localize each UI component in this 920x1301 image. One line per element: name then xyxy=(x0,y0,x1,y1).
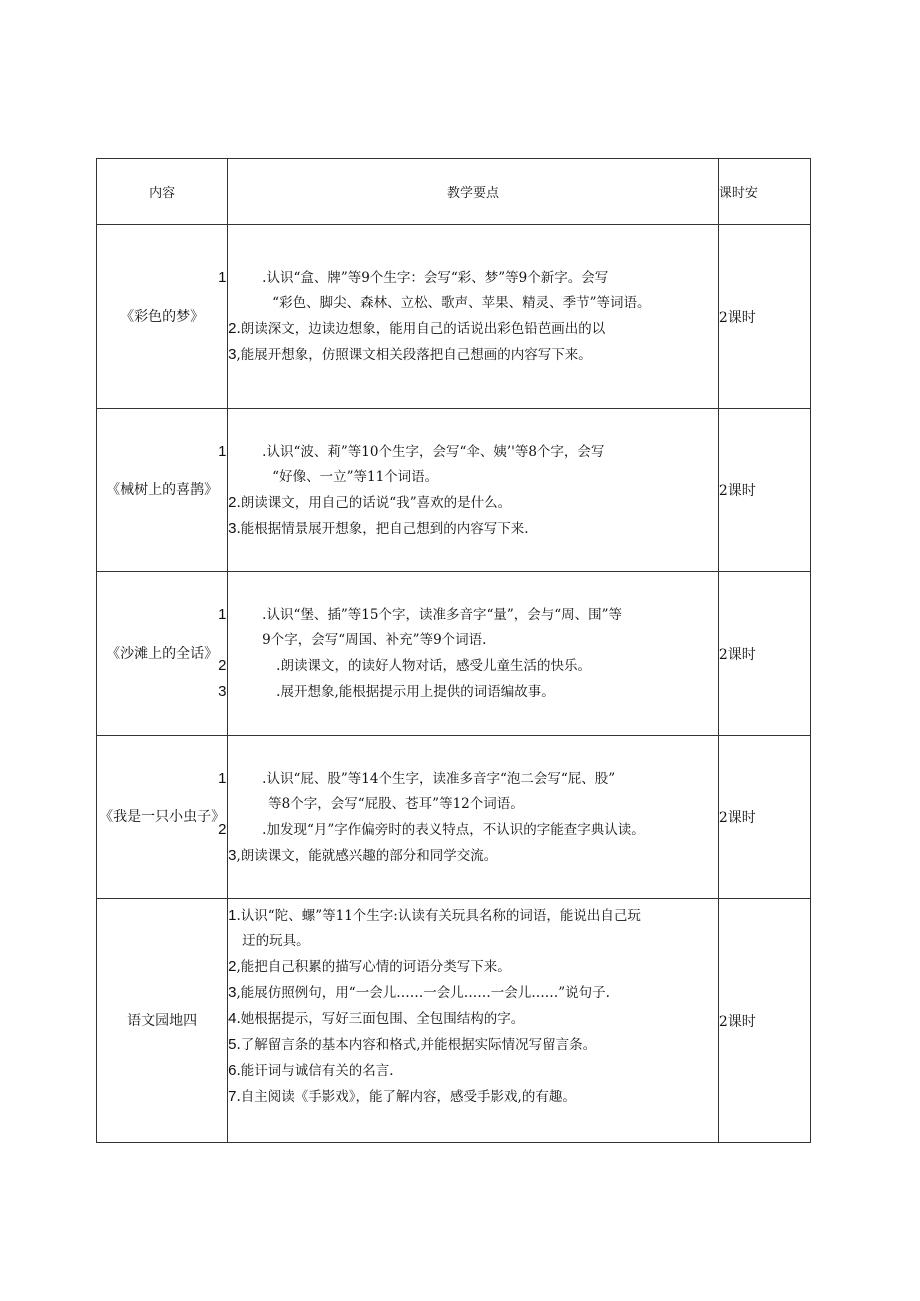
point-item: 3,朗读课文，能就感兴趣的部分和同学交流。 xyxy=(228,846,498,864)
point-item: 2.朗读课文，用自己的话说“我”喜欢的是什么。 xyxy=(228,493,512,511)
point-item: 1 .认识“波、莉”等10个生字，会写“伞、姨’'等8个字，会写 xyxy=(218,442,605,460)
header-row xyxy=(97,159,811,225)
teaching-points xyxy=(218,736,719,899)
lesson-title: 语文园地四 xyxy=(97,899,228,1143)
point-item: 5.了解留言条的基本内容和格式,并能根据实际情况写留言条。 xyxy=(228,1036,597,1053)
point-item: 7.自主阅读《手影戏》，能了解内容，感受手影戏,的有趣。 xyxy=(228,1088,576,1105)
point-item: 1 .认识“堡、插”等15个字，读准多音字“量”，会与“周、围”等 xyxy=(218,606,623,623)
point-item: 2.朗读深文，边读边想象，能用自己的话说出彩色铅芭画出的以 xyxy=(228,320,606,337)
teaching-points xyxy=(218,409,719,572)
point-item: 4.她根据提示，写好三面包围、全包围结构的字。 xyxy=(228,1010,525,1027)
table-row xyxy=(97,736,811,899)
lesson-plan-table xyxy=(96,158,811,1143)
teaching-points xyxy=(218,572,719,736)
table-row xyxy=(97,899,811,1143)
lesson-title: 《我是一只小虫子》 xyxy=(97,736,228,899)
table-row xyxy=(97,572,811,736)
class-hours: 2课时 xyxy=(718,899,810,1143)
point-item: “彩色、脚尖、森林、立松、歌声、苹果、精灵、季节”等词语。 xyxy=(272,295,651,311)
point-item: “好像、一立”等11个词语。 xyxy=(272,468,439,485)
class-hours: 2课时 xyxy=(718,736,810,899)
point-item: 等8个字，会写“屁股、苍耳”等12个词语。 xyxy=(268,795,524,812)
teaching-points xyxy=(228,899,719,1143)
point-item: 1 .认识“屁、股”等14个生字，读准多音字“泡二会写“屁、股” xyxy=(218,769,616,787)
lesson-title: 《械树上的喜鹊》 xyxy=(97,409,228,572)
class-hours: 2课时 xyxy=(718,225,810,409)
header-hours: 课时安 xyxy=(718,159,810,225)
table-row xyxy=(97,225,811,409)
point-item: 9个字，会写“周国、补充”等9个词语. xyxy=(262,632,487,648)
point-item: 迂的玩具。 xyxy=(242,933,310,949)
point-item: 2,能把自己积累的描写心情的诃语分类写下来。 xyxy=(228,958,511,975)
header-content: 内容 xyxy=(97,159,228,225)
point-item: 6.能讦词与诚信有关的名言. xyxy=(228,1062,394,1079)
point-item: 2 .朗读课文，的读好人物对话，感受儿童生活的快乐。 xyxy=(218,657,591,674)
point-item: 3,能展开想象，仿照课文相关段落把自己想画的内容写下来。 xyxy=(228,346,592,363)
table-row xyxy=(97,409,811,572)
point-item: 1 .认识“盒、牌”等9个生字：会写“彩、梦”等9个新字。会写 xyxy=(218,269,609,286)
class-hours: 2课时 xyxy=(718,572,810,736)
lesson-title: 《彩色的梦》 xyxy=(97,225,228,409)
point-item: 3.能根据情景展开想象，把自己想到的内容写下来. xyxy=(228,519,529,537)
teaching-points xyxy=(218,225,719,409)
class-hours: 2课时 xyxy=(718,409,810,572)
point-item: 2 .加发现“月”字作偏旁时的表义特点，不认识的字能查字典认读。 xyxy=(218,820,645,838)
point-item: 3,能展仿照例句，用“一会儿……一会儿……一会儿……”说句子. xyxy=(228,984,610,1001)
point-item: 1.认识“陀、螺”等11个生字:认读有关玩具名称的词语，能说出自己玩 xyxy=(228,907,641,924)
point-item: 3 .展开想象,能根据提示用上提供的词语编故事。 xyxy=(218,683,555,700)
header-points: 教学要点 xyxy=(228,159,719,225)
lesson-title: 《沙滩上的全话》 xyxy=(97,572,228,736)
